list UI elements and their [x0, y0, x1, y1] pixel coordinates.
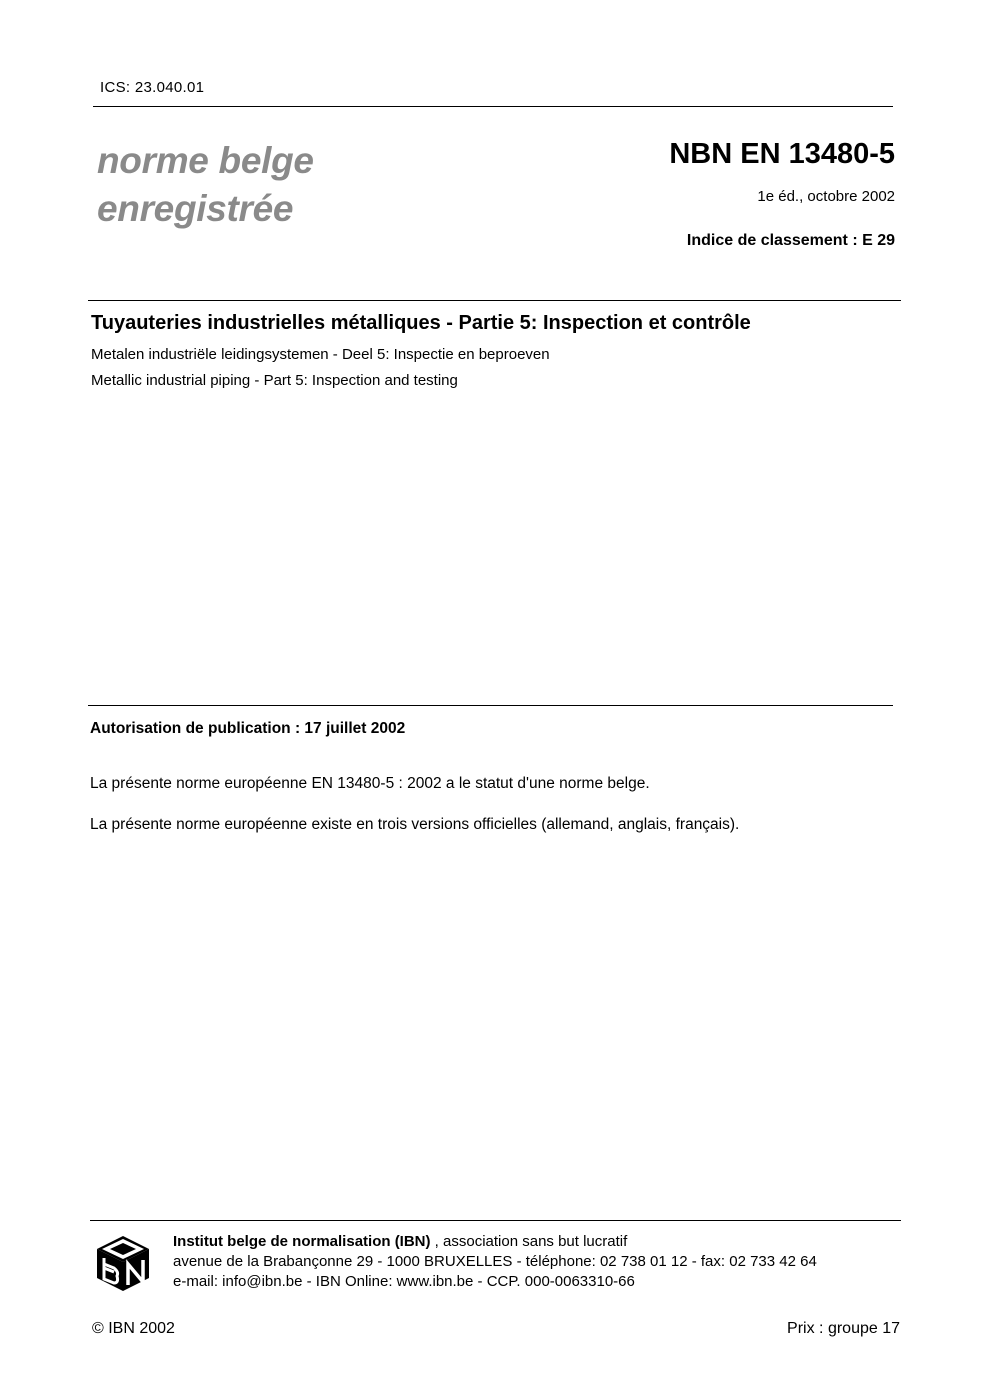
publication-authorisation: Autorisation de publication : 17 juillet 2002: [90, 720, 406, 737]
body-divider: [88, 705, 893, 706]
institute-suffix: , association sans but lucratif: [430, 1233, 628, 1250]
title-french: Tuyauteries industrielles métalliques - Partie 5: Inspection et contrôle: [91, 312, 751, 334]
classification-index: Indice de classement : E 29: [686, 232, 895, 249]
brand-heading: [97, 137, 314, 233]
top-divider: [93, 106, 893, 107]
status-paragraph: La présente norme européenne EN 13480-5 : 2002 a le statut d'une norme belge.: [90, 775, 650, 792]
copyright-notice: © IBN 2002: [92, 1320, 175, 1337]
institute-line: [173, 1232, 817, 1252]
institute-contact: e-mail: info@ibn.be - IBN Online: www.ibn.be - CCP. 000-0063310-66: [173, 1273, 635, 1290]
footer-divider: [90, 1220, 901, 1221]
ibn-logo-icon: [95, 1234, 151, 1292]
title-english: Metallic industrial piping - Part 5: Inspection and testing: [91, 372, 458, 389]
versions-paragraph: La présente norme européenne existe en trois versions officielles (allemand, anglais, français).: [90, 816, 740, 833]
title-dutch: Metalen industriële leidingsystemen - Deel 5: Inspectie en beproeven: [91, 346, 550, 363]
ics-code: ICS: 23.040.01: [100, 79, 205, 96]
title-divider: [88, 300, 901, 301]
edition-date: 1e éd., octobre 2002: [757, 188, 895, 205]
brand-line-2: enregistrée: [97, 188, 294, 229]
institute-name: Institut belge de normalisation (IBN): [173, 1233, 431, 1250]
institute-address: avenue de la Brabançonne 29 - 1000 BRUXELLES - téléphone: 02 738 01 12 - fax: 02 733 42 64: [173, 1253, 817, 1270]
standard-number: NBN EN 13480-5: [669, 138, 895, 170]
brand-line-1: norme belge: [97, 140, 314, 181]
price-group: Prix : groupe 17: [787, 1320, 900, 1337]
institute-info: [173, 1232, 817, 1292]
